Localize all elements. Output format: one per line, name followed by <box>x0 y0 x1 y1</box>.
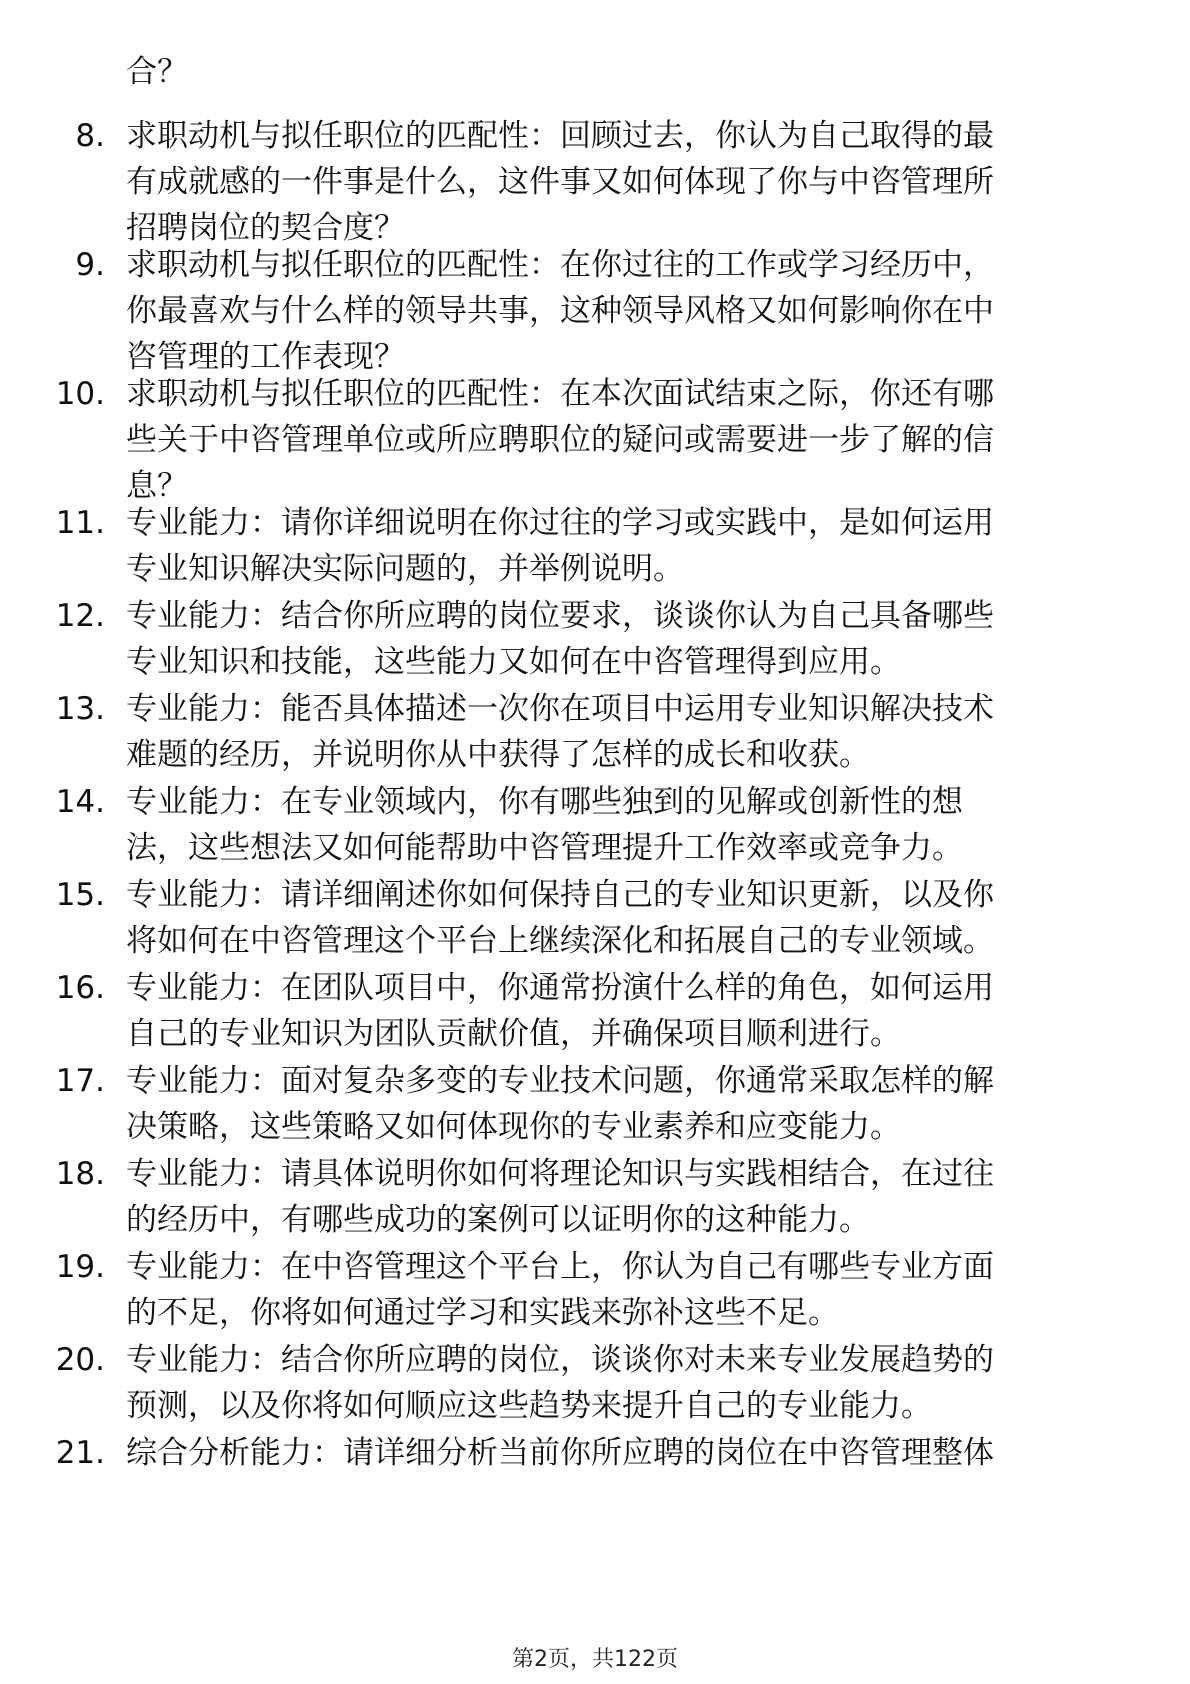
item-text: 求职动机与拟任职位的匹配性：回顾过去，你认为自己取得的最 有成就感的一件事是什么，这件事又如何体现了你与中咨管理所 招聘岗位的契合度？ <box>126 118 994 246</box>
item-number: 20. <box>55 1342 105 1378</box>
item-text: 专业能力：请你详细说明在你过往的学习或实践中，是如何运用 专业知识解决实际问题的，并举例说明。 <box>126 505 994 587</box>
item-text: 专业能力：在中咨管理这个平台上，你认为自己有哪些专业方面 的不足，你将如何通过学习和实践来弥补这些不足。 <box>126 1249 994 1331</box>
item-text: 专业能力：能否具体描述一次你在项目中运用专业知识解决技术 难题的经历，并说明你从中获得了怎样的成长和收获。 <box>126 691 994 773</box>
item-text: 求职动机与拟任职位的匹配性：在你过往的工作或学习经历中， 你最喜欢与什么样的领导共事，这种领导风格又如何影响你在中 咨管理的工作表现？ <box>126 247 994 375</box>
item-text: 求职动机与拟任职位的匹配性：在本次面试结束之际，你还有哪 些关于中咨管理单位或所应聘职位的疑问或需要进一步了解的信 息？ <box>126 376 994 504</box>
item-number: 17. <box>55 1063 105 1099</box>
item-text: 专业能力：结合你所应聘的岗位要求，谈谈你认为自己具备哪些 专业知识和技能，这些能力又如何在中咨管理得到应用。 <box>126 598 994 680</box>
item-text: 专业能力：面对复杂多变的专业技术问题，你通常采取怎样的解 决策略，这些策略又如何体现你的专业素养和应变能力。 <box>126 1063 994 1145</box>
item-number: 15. <box>55 877 105 913</box>
item-text: 专业能力：请详细阐述你如何保持自己的专业知识更新，以及你 将如何在中咨管理这个平台上继续深化和拓展自己的专业领域。 <box>126 877 994 959</box>
item-number: 14. <box>55 784 105 820</box>
item-number: 11. <box>55 505 105 541</box>
item-number: 8. <box>75 118 105 154</box>
item-text: 综合分析能力：请详细分析当前你所应聘的岗位在中咨管理整体 <box>126 1435 994 1471</box>
continuation-text: 合？ <box>126 54 188 90</box>
item-number: 16. <box>55 970 105 1006</box>
item-number: 10. <box>55 376 105 412</box>
item-number: 19. <box>55 1249 105 1285</box>
item-text: 专业能力：在团队项目中，你通常扮演什么样的角色，如何运用 自己的专业知识为团队贡献价值，并确保项目顺利进行。 <box>126 970 994 1052</box>
item-text: 专业能力：结合你所应聘的岗位，谈谈你对未来专业发展趋势的 预测，以及你将如何顺应这些趋势来提升自己的专业能力。 <box>126 1342 994 1424</box>
item-text: 专业能力：请具体说明你如何将理论知识与实践相结合，在过往 的经历中，有哪些成功的案例可以证明你的这种能力。 <box>126 1156 994 1238</box>
item-number: 9. <box>75 247 105 283</box>
page-number-footer: 第2页，共122页 <box>512 1647 678 1672</box>
item-number: 18. <box>55 1156 105 1192</box>
item-number: 13. <box>55 691 105 727</box>
item-number: 21. <box>55 1435 105 1471</box>
item-number: 12. <box>55 598 105 634</box>
item-text: 专业能力：在专业领域内，你有哪些独到的见解或创新性的想 法，这些想法又如何能帮助中咨管理提升工作效率或竞争力。 <box>126 784 963 866</box>
